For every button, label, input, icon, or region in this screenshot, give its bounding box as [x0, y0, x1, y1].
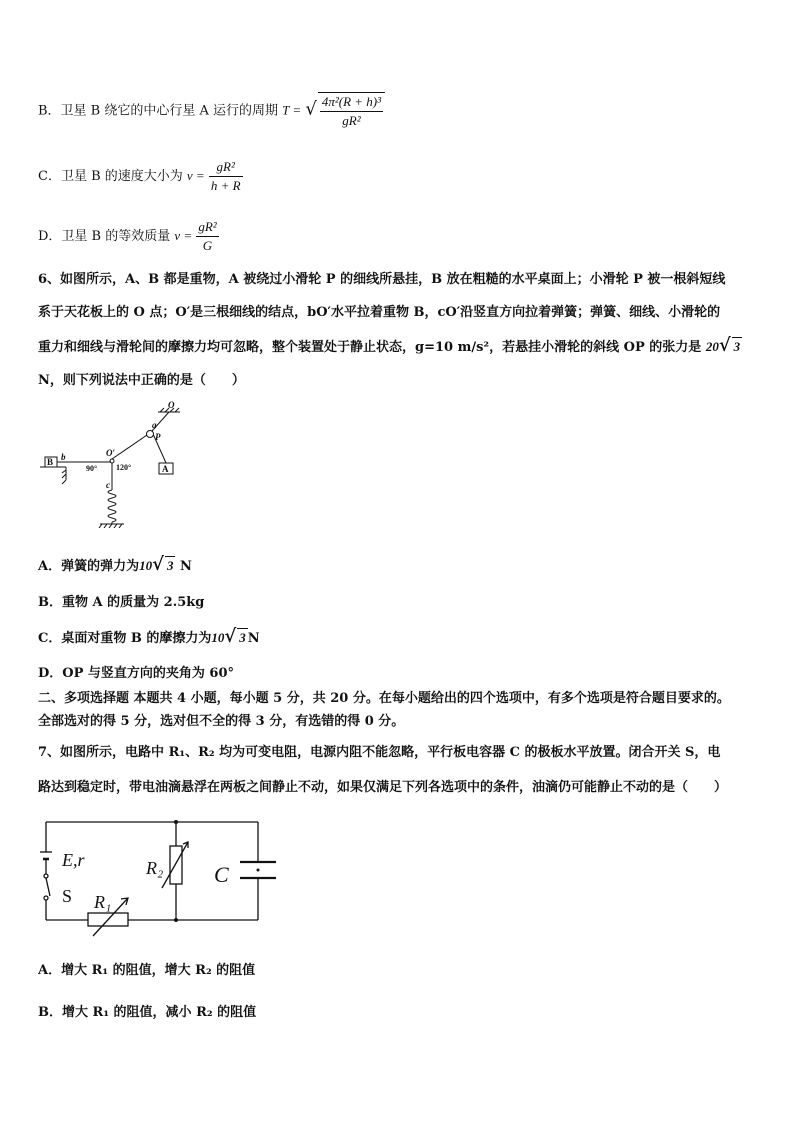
section2-line-1: 二、多项选择题 本题共 4 小题，每小题 5 分，共 20 分。在每小题给出的四个选项中，有多个选项是符合题目要求的。: [38, 691, 730, 706]
q6-line-4: N，则下列说法中正确的是（ ）: [38, 373, 245, 388]
q5-option-d: D．卫星 B 的等效质量 v = $\frac{\text{gR²}}{G}$: [38, 219, 217, 253]
q6-line-1: 6、如图所示，A、B 都是重物，A 被绕过小滑轮 P 的细线所悬挂，B 放在粗糙的水平桌面上；小滑轮 P 被一根斜短线: [38, 272, 726, 287]
label-o: O: [168, 400, 175, 410]
label-c: c: [106, 480, 110, 490]
label-B: B: [47, 457, 54, 467]
q6-line-3: 重力和细线与滑轮间的摩擦力均可忽略，整个装置处于静止状态，g=10 m/s²，若悬挂小滑轮的斜线 OP 的张力是 20√ 3: [38, 335, 741, 356]
label-a: a: [152, 420, 157, 430]
q5-b-fraction: $\frac{\text{4π²(R + h)³}}{\text{gR²}}$: [318, 92, 385, 130]
label-o-prime: O′: [106, 448, 116, 458]
label-A: A: [162, 464, 169, 474]
angle-90: 90°: [86, 464, 98, 473]
section2-line-2: 全部选对的得 5 分，选对但不全的得 3 分，有选错的得 0 分。: [38, 714, 405, 729]
label-capacitor: C: [214, 862, 229, 887]
q5-b-lhs: T =: [282, 102, 302, 118]
label-r2: R₂: [146, 858, 164, 878]
q6-figure: [40, 398, 200, 528]
q7-option-a: A．增大 R₁ 的阻值，增大 R₂ 的阻值: [38, 963, 256, 978]
q7-option-b: B．增大 R₁ 的阻值，减小 R₂ 的阻值: [38, 1005, 257, 1020]
label-r1: R₁: [94, 892, 112, 912]
q7-line-1: 7、如图所示，电路中 R₁、R₂ 均为可变电阻，电源内阻不能忽略，平行板电容器 C 的极板水平放置。闭合开关 S，电: [38, 745, 721, 760]
q6-option-b: B．重物 A 的质量为 2.5kg: [38, 595, 205, 610]
q6-line-2: 系于天花板上的 O 点；O′是三根细线的结点，bO′水平拉着重物 B，cO′沿竖直方向拉着弹簧；弹簧、细线、小滑轮的: [38, 305, 721, 320]
sqrt-sign: √: [305, 98, 317, 120]
q5-option-c: C．卫星 B 的速度大小为 v = $\frac{\text{gR²}}{h + R}$: [38, 159, 241, 193]
q7-circuit-figure: [38, 812, 278, 942]
q6-option-c: C．桌面对重物 B 的摩擦力为10√ 3 N: [38, 626, 260, 647]
label-p: P: [155, 432, 161, 442]
label-emf: E,r: [62, 850, 85, 870]
q7-line-2: 路达到稳定时，带电油滴悬浮在两板之间静止不动，如果仅满足下列各选项中的条件，油滴仍可能静止不动的是（ ）: [38, 780, 728, 795]
q5-d-fraction: $\frac{\text{gR²}}{G}$: [198, 219, 217, 253]
oil-droplet: [257, 869, 260, 872]
q5-option-b: B．卫星 B 绕它的中心行星 A 运行的周期 T = √ $\frac{\text{4π²(R + h)³}}{\text{gR²}}$: [38, 92, 385, 130]
label-switch: S: [62, 886, 73, 906]
q6-option-d: D．OP 与竖直方向的夹角为 60°: [38, 666, 235, 681]
angle-120: 120°: [116, 463, 132, 472]
label-b: b: [61, 452, 66, 462]
q5-c-fraction: $\frac{\text{gR²}}{h + R}$: [210, 159, 241, 193]
q6-option-a: A．弹簧的弹力为10√ 3 N: [38, 554, 192, 575]
